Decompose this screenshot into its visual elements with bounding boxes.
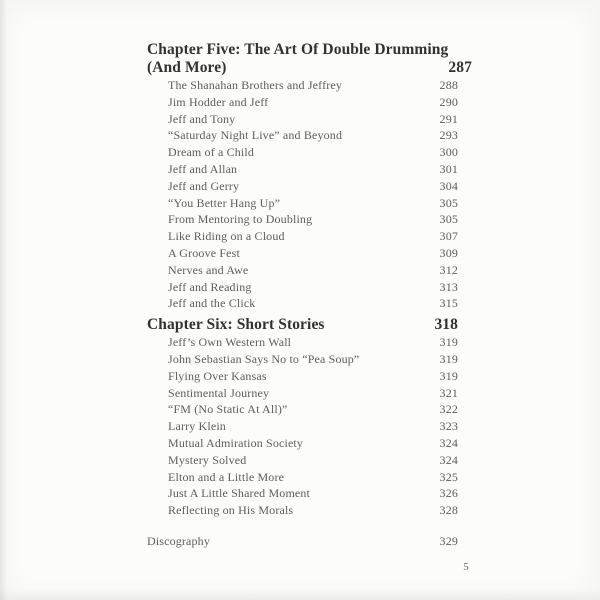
toc-entry: [168, 178, 458, 195]
toc-entry-label: Jeff and the Click: [168, 296, 256, 311]
toc-entry: [168, 295, 458, 312]
toc-entry-label: Reflecting on His Morals: [168, 503, 294, 518]
toc-entry-page: 323: [439, 419, 458, 434]
toc-entry: [168, 351, 458, 368]
toc-entry-page: 305: [439, 195, 458, 210]
toc-entry-label: Jeff’s Own Western Wall: [168, 335, 292, 350]
toc-entry: [168, 502, 458, 519]
toc-entry: [168, 262, 458, 279]
toc-entry: [168, 195, 458, 212]
chapter-title-line: Chapter Six: Short Stories: [147, 316, 325, 334]
toc-entry: [168, 385, 458, 402]
toc-entry: [168, 418, 458, 435]
toc-entry-page: 319: [439, 351, 458, 366]
toc-entry-page: 326: [439, 486, 458, 501]
toc-entry: [168, 111, 458, 128]
toc-entry-label: Like Riding on a Cloud: [168, 229, 285, 244]
toc-entry-label: Jeff and Reading: [168, 279, 252, 294]
table-of-contents: [147, 41, 472, 550]
page-number-folio: 5: [463, 561, 469, 573]
toc-entry: [168, 94, 458, 111]
toc-entry-page: 321: [439, 385, 458, 400]
toc-entry-page: 293: [439, 128, 458, 143]
toc-entry: [168, 144, 458, 161]
toc-entry-page: 309: [439, 245, 458, 260]
toc-entry-label: Mutual Admiration Society: [168, 435, 304, 450]
chapter-heading-row: [147, 316, 458, 334]
toc-entry: [168, 334, 458, 351]
toc-entry-page: 319: [439, 335, 458, 350]
toc-section: [147, 316, 458, 519]
toc-entry: [168, 401, 458, 418]
toc-entry-page: 291: [439, 111, 458, 126]
toc-entry-page: 315: [439, 296, 458, 311]
toc-entry: [168, 452, 458, 469]
toc-entry-label: Sentimental Journey: [168, 385, 270, 400]
chapter-title-line: (And More): [147, 59, 227, 76]
toc-entry-page: 325: [439, 469, 458, 484]
chapter-heading-row: [147, 41, 472, 77]
toc-entry-page: 290: [439, 94, 458, 109]
toc-entry-page: 305: [439, 212, 458, 227]
toc-entry-page: 307: [439, 229, 458, 244]
toc-entry-label: A Groove Fest: [168, 245, 240, 260]
toc-entry-label: Nerves and Awe: [168, 262, 249, 277]
toc-entry-label: Flying Over Kansas: [168, 368, 267, 383]
toc-entry-label: Jeff and Allan: [168, 161, 238, 176]
toc-entry-label: “FM (No Static At All)”: [168, 402, 288, 417]
chapter-entries: [147, 77, 458, 312]
toc-entry-page: 301: [439, 161, 458, 176]
toc-entry-label: Dream of a Child: [168, 145, 255, 160]
toc-entry-page: 322: [439, 402, 458, 417]
toc-entry-page: 319: [439, 368, 458, 383]
chapter-title-line: Chapter Five: The Art Of Double Drumming: [147, 41, 449, 58]
toc-entry: [168, 161, 458, 178]
toc-entry-label: The Shanahan Brothers and Jeffrey: [168, 78, 343, 92]
toc-entry-page: 300: [439, 145, 458, 160]
chapter-page-number: 318: [434, 316, 458, 334]
toc-entry-page: 288: [439, 78, 458, 92]
toc-entry-label: Just A Little Shared Moment: [168, 486, 311, 501]
toc-entry-label: “You Better Hang Up”: [168, 195, 281, 210]
toc-entry-label: Jeff and Tony: [168, 111, 236, 126]
chapter-title: [147, 41, 448, 77]
toc-entry-label: Elton and a Little More: [168, 469, 285, 484]
toc-section: [147, 41, 472, 312]
toc-entry-page: 304: [439, 178, 458, 193]
chapter-page-number: 287: [448, 59, 472, 76]
toc-entry: [168, 211, 458, 228]
toc-entry-label: Discography: [147, 533, 210, 548]
toc-entry: [168, 368, 458, 385]
toc-entry: [168, 245, 458, 262]
toc-entry-label: From Mentoring to Doubling: [168, 212, 313, 227]
toc-entry-page: 329: [439, 533, 458, 548]
toc-entry-page: 328: [439, 503, 458, 518]
toc-entry-label: “Saturday Night Live” and Beyond: [168, 128, 343, 143]
toc-entry: [168, 469, 458, 486]
toc-entry-label: Mystery Solved: [168, 452, 247, 467]
toc-entry-label: Jim Hodder and Jeff: [168, 94, 269, 109]
toc-entry: [168, 435, 458, 452]
toc-entry: [168, 485, 458, 502]
toc-entry-page: 313: [439, 279, 458, 294]
toc-entry-page: 312: [439, 262, 458, 277]
back-matter-entries: [147, 533, 458, 550]
toc-entry-label: Larry Klein: [168, 419, 226, 434]
back-matter-entry: [147, 533, 458, 550]
toc-entry: [168, 77, 458, 94]
toc-entry: [168, 127, 458, 144]
toc-entry-label: Jeff and Gerry: [168, 178, 240, 193]
chapter-title: [147, 316, 325, 334]
toc-entry: [168, 279, 458, 296]
toc-entry-page: 324: [439, 435, 458, 450]
toc-entry-label: John Sebastian Says No to “Pea Soup”: [168, 351, 360, 366]
toc-entry: [168, 228, 458, 245]
toc-entry-page: 324: [439, 452, 458, 467]
chapter-entries: [147, 334, 458, 519]
